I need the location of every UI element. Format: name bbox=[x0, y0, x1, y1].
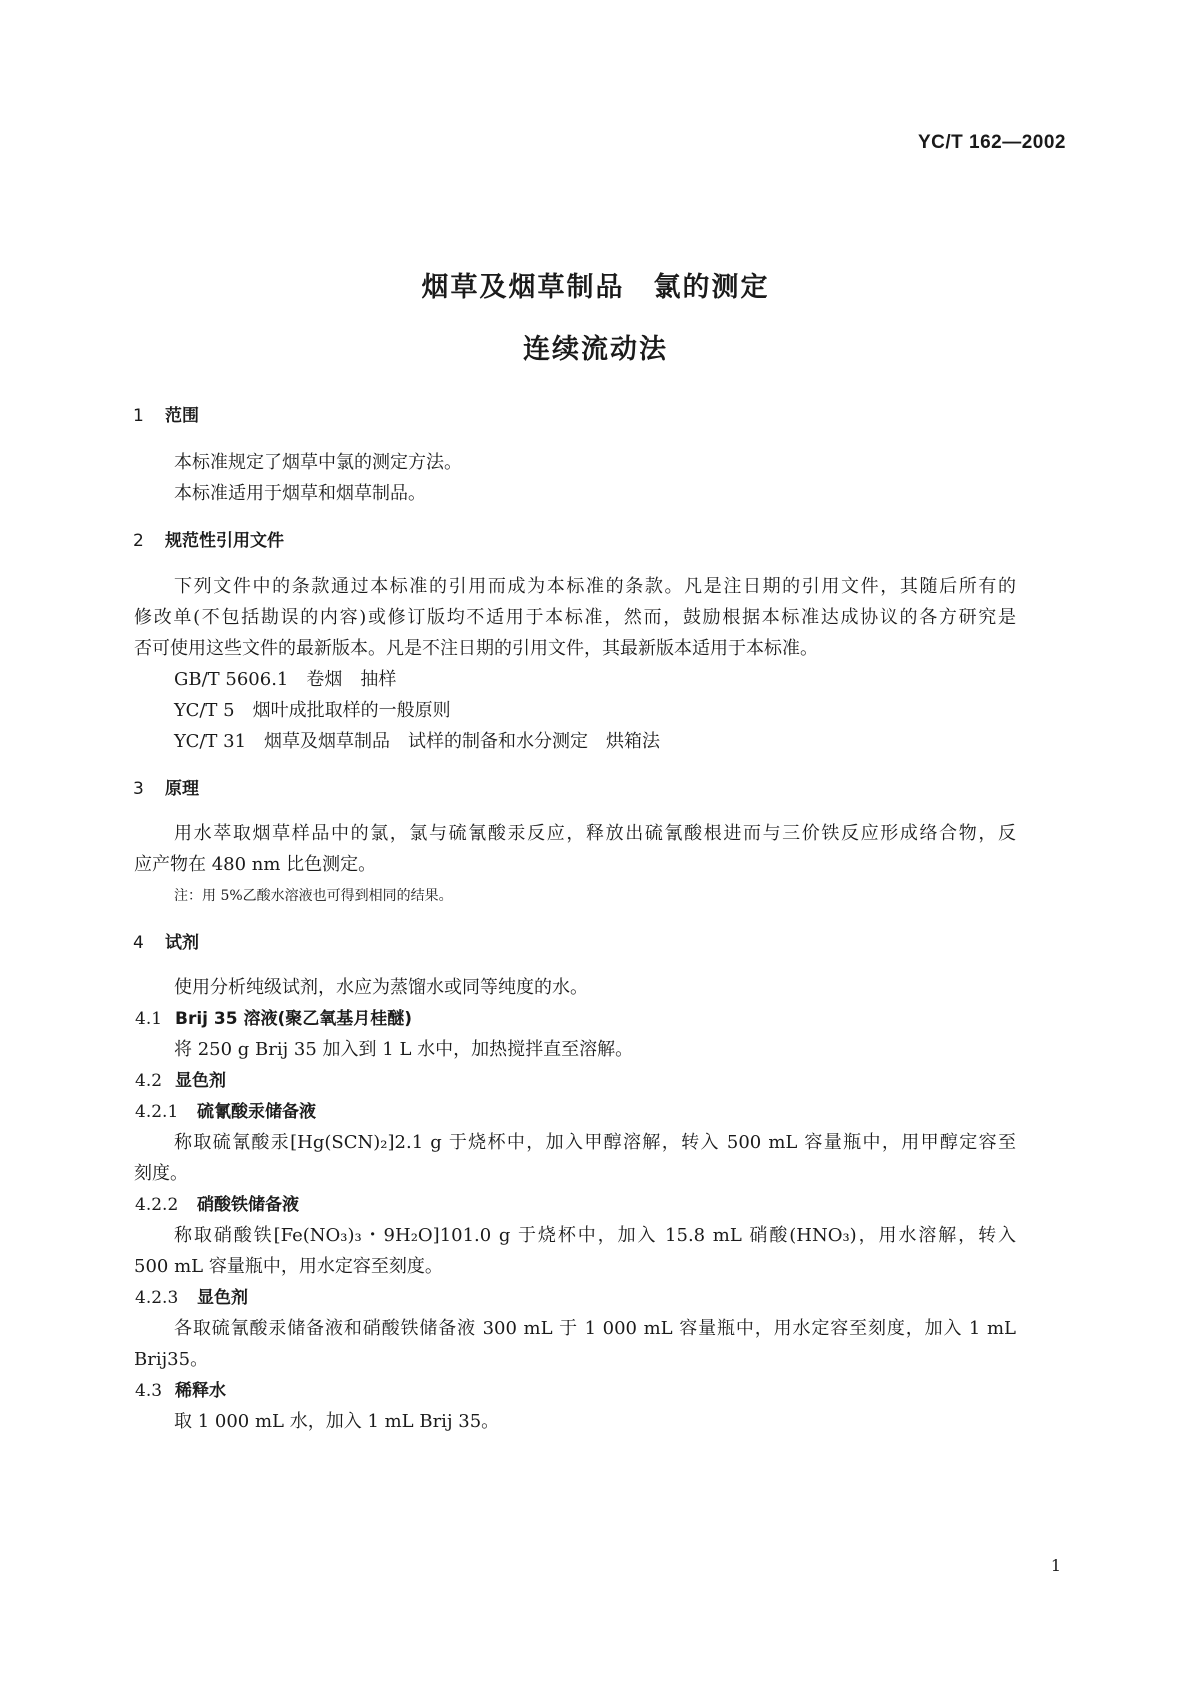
paragraph: 使用分析纯级试剂，水应为蒸馏水或同等纯度的水。 bbox=[174, 977, 588, 998]
paragraph-line: 称取硫氰酸汞[Hg(SCN)₂]2.1 g 于烧杯中，加入甲醇溶解，转入 500 mL 容量瓶中，用甲醇定容至 bbox=[174, 1132, 1016, 1153]
section-number: 4 bbox=[133, 933, 144, 953]
section-number: 3 bbox=[133, 779, 144, 799]
paragraph-line: Brij35。 bbox=[134, 1349, 209, 1370]
paragraph-line: 称取硝酸铁[Fe(NO₃)₃・9H₂O]101.0 g 于烧杯中，加入 15.8 mL 硝酸(HNO₃)，用水溶解，转入 bbox=[174, 1225, 1016, 1246]
note: 注：用 5%乙酸水溶液也可得到相同的结果。 bbox=[174, 888, 453, 904]
paragraph: 本标准规定了烟草中氯的测定方法。 bbox=[174, 452, 462, 473]
paragraph-line: 各取硫氰酸汞储备液和硝酸铁储备液 300 mL 于 1 000 mL 容量瓶中，用水定容至刻度，加入 1 mL bbox=[174, 1318, 1016, 1339]
subsection-heading-4-2-2 bbox=[135, 1193, 299, 1217]
subsection-heading-4-2-1 bbox=[135, 1100, 316, 1124]
document-subtitle: 连续流动法 bbox=[523, 334, 668, 365]
section-heading-3 bbox=[133, 777, 199, 801]
section-heading-4 bbox=[133, 931, 199, 955]
paragraph: 取 1 000 mL 水，加入 1 mL Brij 35。 bbox=[174, 1411, 500, 1432]
paragraph-line: 下列文件中的条款通过本标准的引用而成为本标准的条款。凡是注日期的引用文件，其随后所有的 bbox=[174, 576, 1016, 597]
subsection-title: 硝酸铁储备液 bbox=[197, 1195, 299, 1215]
subsection-heading-4-1 bbox=[135, 1007, 412, 1031]
section-heading-1 bbox=[133, 404, 199, 428]
subsection-heading-4-2 bbox=[135, 1069, 226, 1093]
section-title: 原理 bbox=[165, 779, 199, 799]
paragraph-line: 否可使用这些文件的最新版本。凡是不注日期的引用文件，其最新版本适用于本标准。 bbox=[134, 638, 818, 659]
reference-item: YC/T 5 烟叶成批取样的一般原则 bbox=[174, 700, 451, 721]
section-title: 试剂 bbox=[165, 933, 199, 953]
subsection-title: 显色剂 bbox=[197, 1288, 248, 1308]
document-title: 烟草及烟草制品 氯的测定 bbox=[421, 272, 770, 303]
section-title: 范围 bbox=[165, 406, 199, 426]
paragraph: 将 250 g Brij 35 加入到 1 L 水中，加热搅拌直至溶解。 bbox=[174, 1039, 634, 1060]
section-number: 2 bbox=[133, 531, 144, 551]
reference-item: GB/T 5606.1 卷烟 抽样 bbox=[174, 669, 397, 690]
paragraph-line: 500 mL 容量瓶中，用水定容至刻度。 bbox=[134, 1256, 443, 1277]
subsection-title: 显色剂 bbox=[175, 1071, 226, 1091]
section-title: 规范性引用文件 bbox=[165, 531, 284, 551]
section-heading-2 bbox=[133, 529, 284, 553]
subsection-heading-4-3 bbox=[135, 1379, 226, 1403]
section-number: 1 bbox=[133, 406, 144, 426]
subsection-title: 稀释水 bbox=[175, 1381, 226, 1401]
subsection-heading-4-2-3 bbox=[135, 1286, 248, 1310]
subsection-number: 4.2.2 bbox=[135, 1195, 179, 1215]
subsection-number: 4.3 bbox=[135, 1381, 163, 1401]
subsection-title: Brij 35 溶液(聚乙氧基月桂醚) bbox=[175, 1009, 413, 1029]
subsection-number: 4.1 bbox=[135, 1009, 163, 1029]
paragraph: 本标准适用于烟草和烟草制品。 bbox=[174, 483, 426, 504]
paragraph-line: 修改单(不包括勘误的内容)或修订版均不适用于本标准，然而，鼓励根据本标准达成协议的各方研究是 bbox=[134, 607, 1016, 628]
subsection-number: 4.2.3 bbox=[135, 1288, 179, 1308]
reference-item: YC/T 31 烟草及烟草制品 试样的制备和水分测定 烘箱法 bbox=[174, 731, 661, 752]
subsection-number: 4.2 bbox=[135, 1071, 163, 1091]
standard-code: YC/T 162—2002 bbox=[917, 132, 1066, 153]
page-number: 1 bbox=[1050, 1556, 1061, 1575]
paragraph-line: 用水萃取烟草样品中的氯，氯与硫氰酸汞反应，释放出硫氰酸根进而与三价铁反应形成络合物，反 bbox=[174, 823, 1016, 844]
paragraph-line: 刻度。 bbox=[134, 1163, 188, 1184]
paragraph-line: 应产物在 480 nm 比色测定。 bbox=[134, 854, 377, 875]
subsection-title: 硫氰酸汞储备液 bbox=[197, 1102, 316, 1122]
subsection-number: 4.2.1 bbox=[135, 1102, 179, 1122]
